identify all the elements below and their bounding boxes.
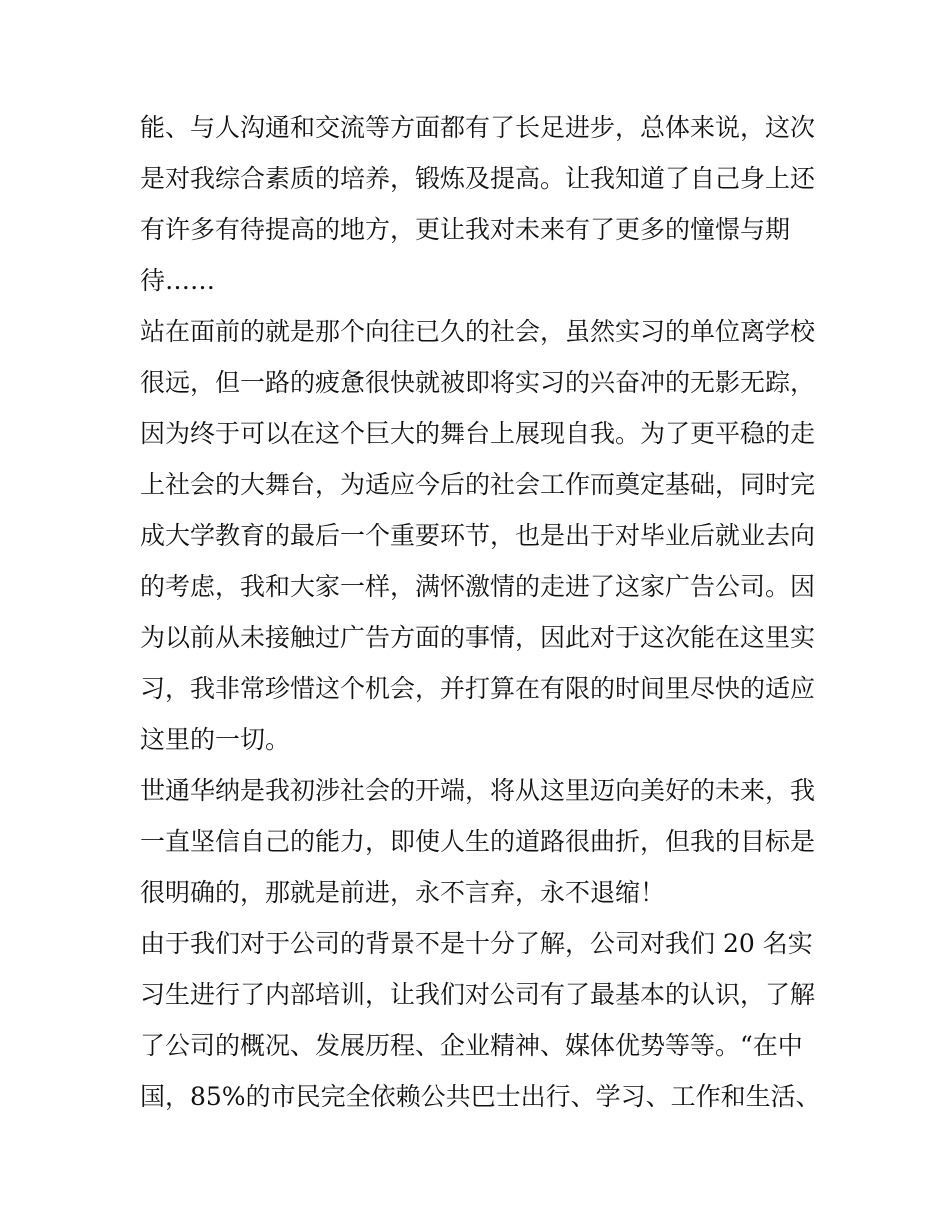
text-line: 这里的一切。 [140,725,291,754]
text-line: 一直坚信自己的能力，即使人生的道路很曲折，但我的目标是 [140,827,816,856]
text-line: 习生进行了内部培训，让我们对公司有了最基本的认识，了解 [140,980,816,1009]
paragraph-1 [140,102,816,306]
text-line: 了公司的概况、发展历程、企业精神、媒体优势等等。“在中 [140,1031,803,1060]
text-line: 世通华纳是我初涉社会的开端，将从这里迈向美好的未来，我 [140,776,816,805]
paragraph-3 [140,765,816,918]
document-body [140,102,821,1122]
paragraph-2 [140,306,816,765]
text-line: 是对我综合素质的培养，锻炼及提高。让我知道了自己身上还 [140,164,816,193]
text-line: 很远，但一路的疲惫很快就被即将实习的兴奋冲的无影无踪， [140,368,816,397]
paragraph-4 [140,918,821,1122]
text-line: 习，我非常珍惜这个机会，并打算在有限的时间里尽快的适应 [140,674,816,703]
text-line: 为以前从未接触过广告方面的事情，因此对于这次能在这里实 [140,623,816,652]
text-line: 很明确的，那就是前进，永不言弃，永不退缩！ [140,878,666,907]
text-line: 因为终于可以在这个巨大的舞台上展现自我。为了更平稳的走 [140,419,816,448]
text-line: 有许多有待提高的地方，更让我对未来有了更多的憧憬与期 [140,215,791,244]
text-line: 上社会的大舞台，为适应今后的社会工作而奠定基础，同时完 [140,470,816,499]
text-line: 国，85%的市民完全依赖公共巴士出行、学习、工作和生活、 [140,1082,821,1111]
text-line: 成大学教育的最后一个重要环节，也是出于对毕业后就业去向 [140,521,816,550]
text-line: 待…… [140,266,216,295]
text-line: 由于我们对于公司的背景不是十分了解，公司对我们 20 名实 [140,929,813,958]
text-line: 能、与人沟通和交流等方面都有了长足进步，总体来说，这次 [140,113,816,142]
text-line: 站在面前的就是那个向往已久的社会，虽然实习的单位离学校 [140,317,816,346]
text-line: 的考虑，我和大家一样，满怀激情的走进了这家广告公司。因 [140,572,816,601]
